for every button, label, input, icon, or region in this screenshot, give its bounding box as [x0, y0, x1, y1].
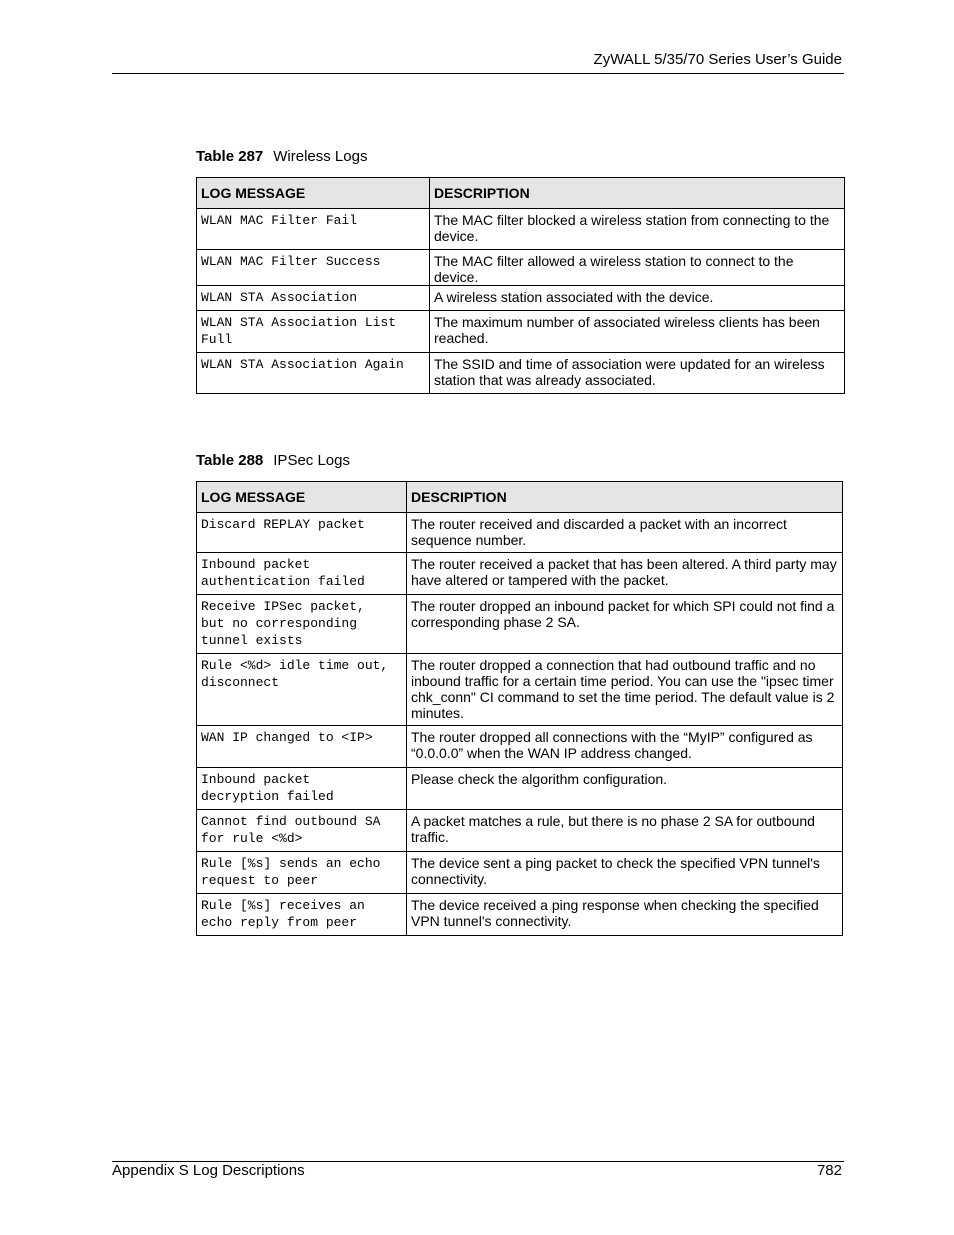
- log-message-cell: WLAN STA Association List Full: [197, 311, 430, 353]
- description-cell: The SSID and time of association were updated for an wireless station that was already associated.: [430, 353, 845, 394]
- table-287-number: Table 287: [196, 148, 264, 165]
- column-header-log-message: LOG MESSAGE: [197, 178, 430, 209]
- description-cell: A wireless station associated with the device.: [430, 286, 845, 311]
- table-287-title: Wireless Logs: [273, 148, 368, 165]
- column-header-description: DESCRIPTION: [430, 178, 845, 209]
- table-row: [197, 852, 843, 894]
- description-cell: The router received and discarded a packet with an incorrect sequence number.: [407, 513, 843, 553]
- table-header-row: [197, 482, 843, 513]
- log-message-cell: WLAN STA Association Again: [197, 353, 430, 394]
- header-divider: [112, 73, 844, 74]
- log-message-cell: WLAN STA Association: [197, 286, 430, 311]
- table-row: [197, 311, 845, 353]
- description-cell: A packet matches a rule, but there is no phase 2 SA for outbound traffic.: [407, 810, 843, 852]
- description-cell: The router received a packet that has been altered. A third party may have altered or tampered with the packet.: [407, 553, 843, 595]
- description-cell: The router dropped a connection that had outbound traffic and no inbound traffic for a certain time period. You can use the "ipsec timer chk_conn" CI command to set the time period. The default value is 2 minutes.: [407, 654, 843, 726]
- page-number: 782: [816, 1162, 842, 1179]
- log-message-cell: Discard REPLAY packet: [197, 513, 407, 553]
- description-cell: The router dropped an inbound packet for which SPI could not find a corresponding phase 2 SA.: [407, 595, 843, 654]
- description-cell: The maximum number of associated wireless clients has been reached.: [430, 311, 845, 353]
- table-288-caption: [196, 452, 350, 469]
- table-row: [197, 595, 843, 654]
- description-cell: The device received a ping response when checking the specified VPN tunnel's connectivity.: [407, 894, 843, 936]
- footer-section-title: Appendix S Log Descriptions: [112, 1162, 305, 1179]
- description-cell: The router dropped all connections with the “MyIP” configured as “0.0.0.0” when the WAN IP address changed.: [407, 726, 843, 768]
- log-message-cell: Inbound packet authentication failed: [197, 553, 407, 595]
- table-header-row: [197, 178, 845, 209]
- log-message-cell: Inbound packet decryption failed: [197, 768, 407, 810]
- description-cell: The device sent a ping packet to check the specified VPN tunnel's connectivity.: [407, 852, 843, 894]
- log-message-cell: WLAN MAC Filter Success: [197, 250, 430, 286]
- table-288-title: IPSec Logs: [273, 452, 350, 469]
- description-cell: The MAC filter allowed a wireless station to connect to the device.: [430, 250, 845, 286]
- table-row: [197, 209, 845, 250]
- log-message-cell: Cannot find outbound SA for rule <%d>: [197, 810, 407, 852]
- wireless-logs-table: [196, 177, 845, 394]
- description-cell: The MAC filter blocked a wireless station from connecting to the device.: [430, 209, 845, 250]
- table-row: [197, 250, 845, 286]
- table-row: [197, 894, 843, 936]
- table-row: [197, 810, 843, 852]
- table-row: [197, 726, 843, 768]
- log-message-cell: WLAN MAC Filter Fail: [197, 209, 430, 250]
- description-cell: Please check the algorithm configuration.: [407, 768, 843, 810]
- column-header-log-message: LOG MESSAGE: [197, 482, 407, 513]
- table-287-caption: [196, 148, 367, 165]
- log-message-cell: WAN IP changed to <IP>: [197, 726, 407, 768]
- log-message-cell: Receive IPSec packet, but no corresponding tunnel exists: [197, 595, 407, 654]
- log-message-cell: Rule [%s] receives an echo reply from peer: [197, 894, 407, 936]
- table-row: [197, 353, 845, 394]
- running-header-title: ZyWALL 5/35/70 Series User’s Guide: [593, 51, 842, 68]
- table-row: [197, 286, 845, 311]
- table-288-number: Table 288: [196, 452, 264, 469]
- table-row: [197, 553, 843, 595]
- table-row: [197, 654, 843, 726]
- log-message-cell: Rule [%s] sends an echo request to peer: [197, 852, 407, 894]
- column-header-description: DESCRIPTION: [407, 482, 843, 513]
- table-row: [197, 768, 843, 810]
- log-message-cell: Rule <%d> idle time out, disconnect: [197, 654, 407, 726]
- table-row: [197, 513, 843, 553]
- ipsec-logs-table: [196, 481, 843, 936]
